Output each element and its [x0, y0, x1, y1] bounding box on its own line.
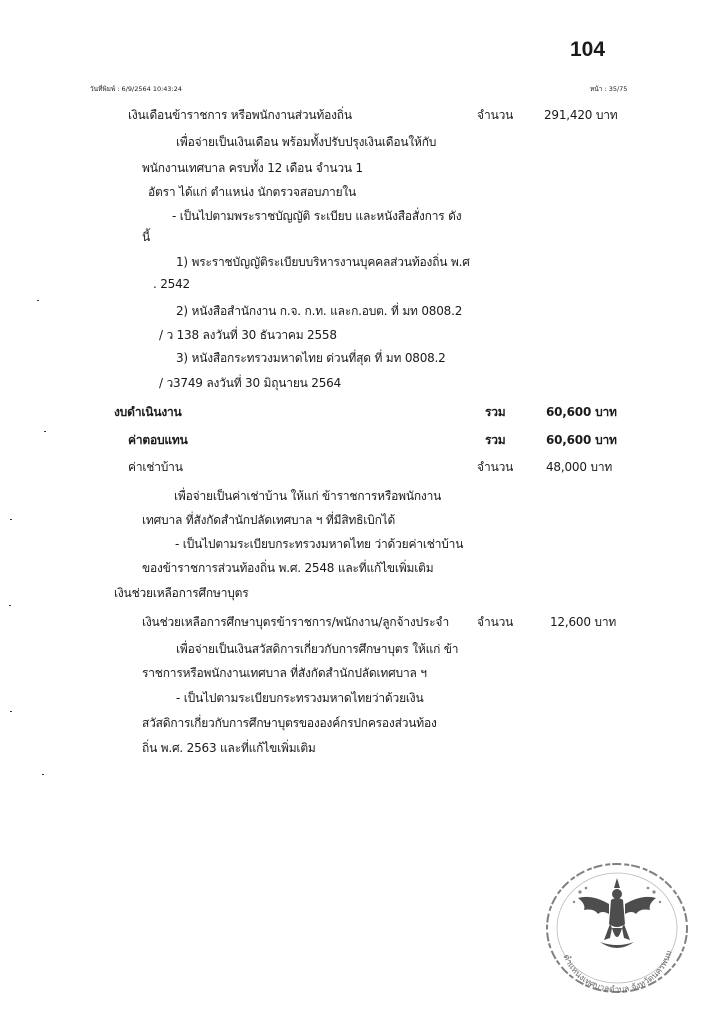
- education-desc-line: - เป็นไปตามระเบียบกระทรวงมหาดไทยว่าด้วยเงิน: [176, 691, 424, 705]
- education-amount: 12,600 บาท: [550, 615, 617, 629]
- salary-amount-label: จำนวน: [477, 108, 514, 122]
- scan-speck: [44, 431, 46, 432]
- rent-title: ค่าเช่าบ้าน: [128, 460, 183, 474]
- salary-desc-line: / ว 138 ลงวันที่ 30 ธันวาคม 2558: [159, 328, 337, 342]
- salary-desc-line: 1) พระราชบัญญัติระเบียบบริหารงานบุคคลส่วนท้องถิ่น พ.ศ: [176, 255, 470, 269]
- scan-speck: [42, 774, 44, 775]
- scan-speck: [9, 605, 11, 606]
- operating-amount: 60,600 บาท: [546, 405, 617, 419]
- education-desc-line: ถิ่น พ.ศ. 2563 และที่แก้ไขเพิ่มเติม: [142, 741, 316, 755]
- compensation-total-label: รวม: [485, 433, 506, 447]
- scan-speck: [10, 711, 12, 712]
- salary-desc-line: . 2542: [153, 277, 190, 291]
- compensation-title: ค่าตอบแทน: [128, 433, 188, 447]
- scan-speck: [10, 519, 12, 520]
- education-title: เงินช่วยเหลือการศึกษาบุตรข้าราชการ/พนักงาน/ลูกจ้างประจำ: [142, 615, 449, 629]
- page-number: 104: [570, 38, 606, 61]
- seal-text: ตำแหน่งเทศบาลตำบล จังหวัดนครพนม: [560, 949, 675, 996]
- salary-amount: 291,420 บาท: [544, 108, 618, 122]
- rent-amount-label: จำนวน: [477, 460, 514, 474]
- salary-desc-line: อัตรา ได้แก่ ตำแหน่ง นักตรวจสอบภายใน: [148, 185, 357, 199]
- compensation-amount: 60,600 บาท: [546, 433, 617, 447]
- salary-desc-line: 3) หนังสือกระทรวงมหาดไทย ด่วนที่สุด ที่ มท 0808.2: [176, 351, 446, 365]
- salary-title: เงินเดือนข้าราชการ หรือพนักงานส่วนท้องถิ่น: [128, 108, 352, 122]
- rent-amount: 48,000 บาท: [546, 460, 613, 474]
- scan-speck: [37, 300, 39, 301]
- rent-desc-line: เพื่อจ่ายเป็นค่าเช่าบ้าน ให้แก่ ข้าราชการหรือพนักงาน: [174, 489, 442, 503]
- education-desc-line: สวัสดิการเกี่ยวกับการศึกษาบุตรขององค์กรปกครองส่วนท้อง: [142, 716, 437, 730]
- salary-desc-line: เพื่อจ่ายเป็นเงินเดือน พร้อมทั้งปรับปรุงเงินเดือนให้กับ: [176, 135, 437, 149]
- garuda-seal-icon: [540, 858, 692, 998]
- operating-title: งบดำเนินงาน: [114, 405, 182, 419]
- education-group-title: เงินช่วยเหลือการศึกษาบุตร: [114, 586, 249, 600]
- salary-desc-line: พนักงานเทศบาล ครบทั้ง 12 เดือน จำนวน 1: [142, 161, 363, 175]
- print-date: วันที่พิมพ์ : 6/9/2564 10:43:24: [90, 85, 183, 93]
- salary-desc-line: 2) หนังสือสำนักงาน ก.จ. ก.ท. และก.อบต. ที่ มท 0808.2: [176, 304, 463, 318]
- salary-desc-line: - เป็นไปตามพระราชบัญญัติ ระเบียบ และหนังสือสั่งการ ดัง: [172, 209, 462, 223]
- operating-total-label: รวม: [485, 405, 506, 419]
- official-seal: [540, 858, 692, 998]
- rent-desc-line: - เป็นไปตามระเบียบกระทรวงมหาดไทย ว่าด้วยค่าเช่าบ้าน: [175, 537, 464, 551]
- education-desc-line: เพื่อจ่ายเป็นเงินสวัสดิการเกี่ยวกับการศึกษาบุตร ให้แก่ ข้า: [176, 642, 459, 656]
- salary-desc-line: / ว3749 ลงวันที่ 30 มิถุนายน 2564: [159, 376, 342, 390]
- rent-desc-line: เทศบาล ที่สังกัดสำนักปลัดเทศบาล ฯ ที่มีสิทธิเบิกได้: [142, 513, 396, 527]
- rent-desc-line: ของข้าราชการส่วนท้องถิ่น พ.ศ. 2548 และที่แก้ไขเพิ่มเติม: [142, 561, 434, 575]
- education-amount-label: จำนวน: [477, 615, 514, 629]
- svg-text:ตำแหน่งเทศบาลตำบล จังหวัดนครพน: [561, 949, 675, 995]
- page-of-label: หน้า : 35/75: [590, 85, 628, 93]
- education-desc-line: ราชการหรือพนักงานเทศบาล ที่สังกัดสำนักปลัดเทศบาล ฯ: [142, 666, 427, 680]
- salary-desc-line: นี้: [142, 230, 151, 244]
